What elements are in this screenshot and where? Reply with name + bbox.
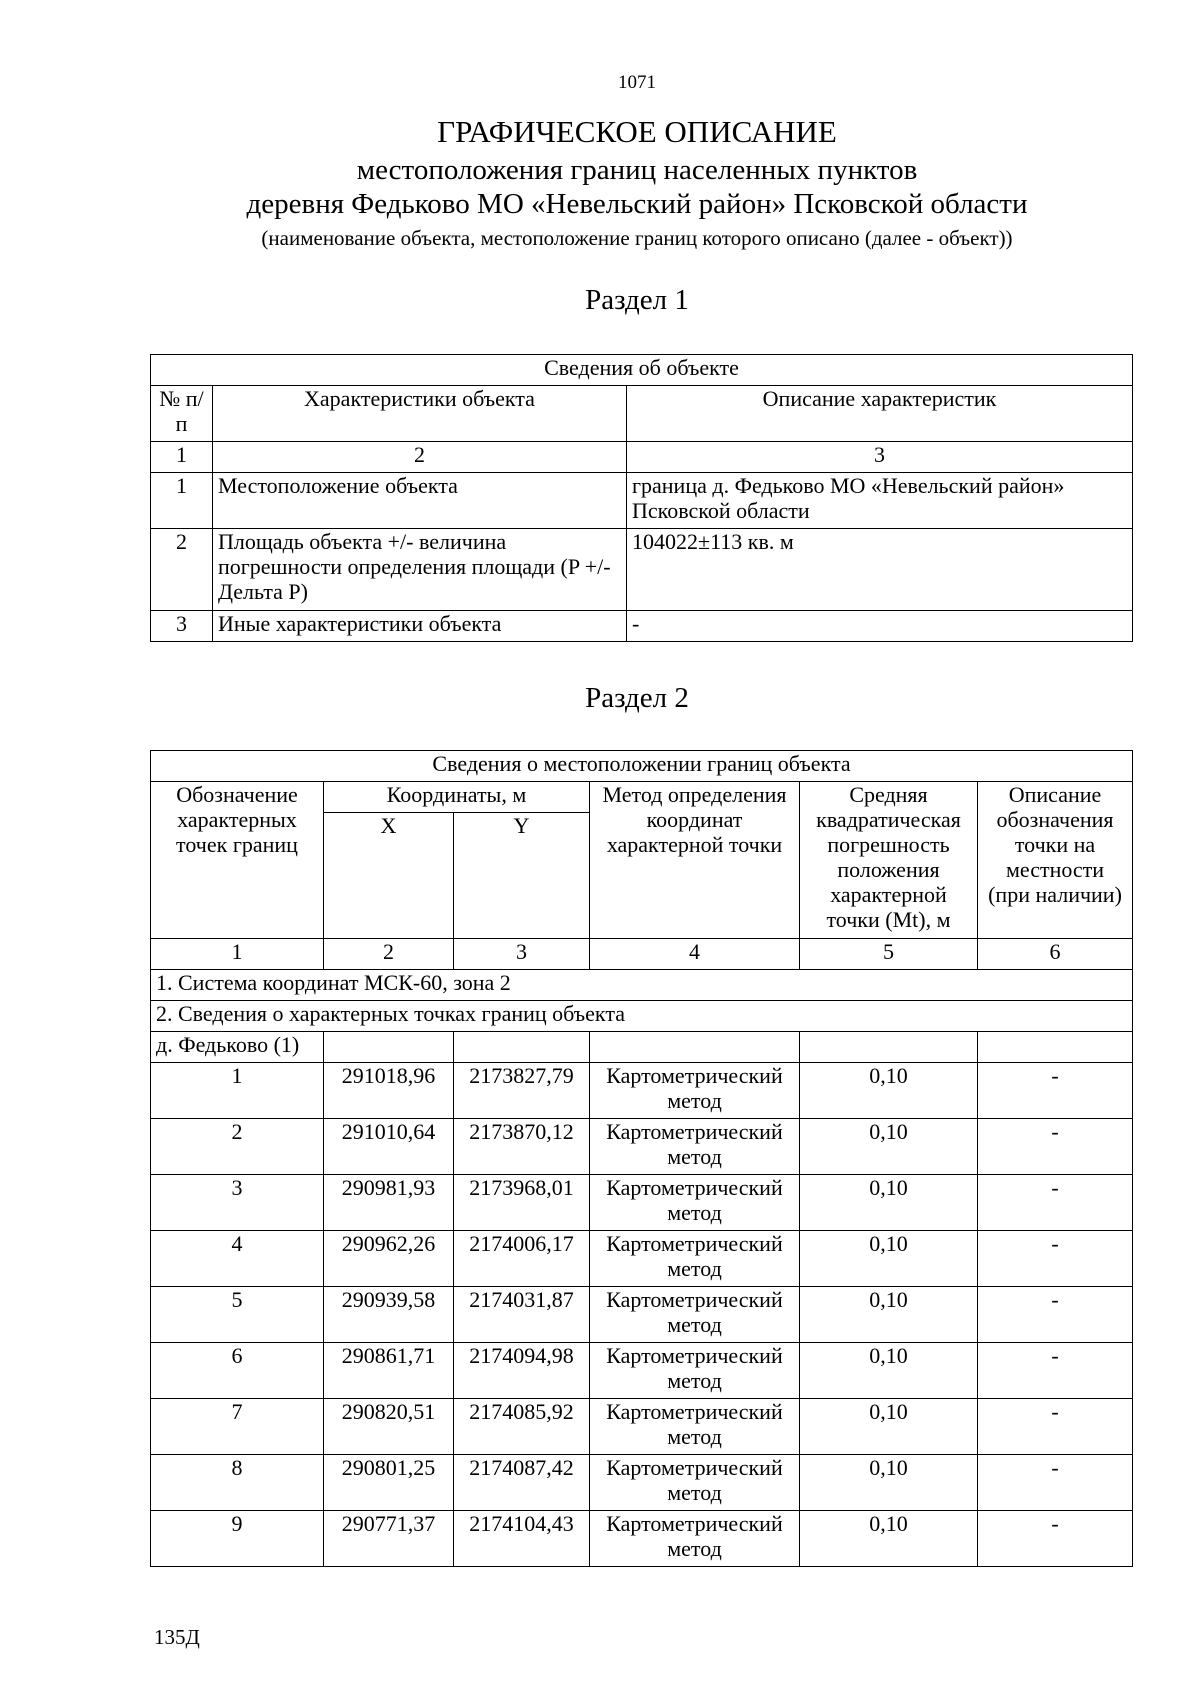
location-description: - xyxy=(978,1287,1133,1343)
row-number: 3 xyxy=(151,611,213,642)
column-header-point: Обозначение характерных точек границ xyxy=(151,782,324,939)
table-row xyxy=(151,611,1133,642)
table-row xyxy=(151,473,1133,529)
empty-cell xyxy=(324,1032,454,1063)
point-number: 5 xyxy=(151,1287,324,1343)
error-value: 0,10 xyxy=(800,1063,978,1119)
point-number: 1 xyxy=(151,1063,324,1119)
table-row xyxy=(151,1119,1133,1175)
table-row xyxy=(151,1511,1133,1567)
column-header-y: Y xyxy=(454,813,590,939)
location-description: - xyxy=(978,1343,1133,1399)
settlement-group-label: д. Федьково (1) xyxy=(151,1032,324,1063)
column-number: 3 xyxy=(454,939,590,970)
x-coordinate: 290771,37 xyxy=(324,1511,454,1567)
empty-cell xyxy=(590,1032,800,1063)
object-name-caption: (наименование объекта, местоположение границ которого описано (далее - объект)) xyxy=(261,226,1013,250)
location-description: - xyxy=(978,1455,1133,1511)
table-row xyxy=(151,1063,1133,1119)
column-number: 2 xyxy=(213,442,627,473)
table-row xyxy=(151,1343,1133,1399)
table-title: Сведения об объекте xyxy=(151,355,1133,386)
y-coordinate: 2174031,87 xyxy=(454,1287,590,1343)
column-header-coordinates: Координаты, м xyxy=(324,782,590,813)
method-cell: Картометрический метод xyxy=(590,1063,800,1119)
method-cell: Картометрический метод xyxy=(590,1119,800,1175)
location-description: - xyxy=(978,1063,1133,1119)
column-header-location-description: Описание обозначения точки на местности (при наличии) xyxy=(978,782,1133,939)
error-value: 0,10 xyxy=(800,1511,978,1567)
table-row xyxy=(151,529,1133,611)
boundary-points-info-row: 2. Сведения о характерных точках границ объекта xyxy=(151,1001,1133,1032)
table-row xyxy=(151,1175,1133,1231)
location-description: - xyxy=(978,1119,1133,1175)
column-number: 5 xyxy=(800,939,978,970)
error-value: 0,10 xyxy=(800,1455,978,1511)
column-number: 4 xyxy=(590,939,800,970)
column-header-error: Средняя квадратическая погрешность положения характерной точки (Mt), м xyxy=(800,782,978,939)
object-info-table xyxy=(150,354,1133,642)
y-coordinate: 2174006,17 xyxy=(454,1231,590,1287)
location-description: - xyxy=(978,1399,1133,1455)
y-coordinate: 2173827,79 xyxy=(454,1063,590,1119)
method-cell: Картометрический метод xyxy=(590,1343,800,1399)
column-number: 1 xyxy=(151,442,213,473)
description-cell: 104022±113 кв. м xyxy=(627,529,1133,611)
characteristic-cell: Местоположение объекта xyxy=(213,473,627,529)
x-coordinate: 291018,96 xyxy=(324,1063,454,1119)
empty-cell xyxy=(978,1032,1133,1063)
boundary-points-table xyxy=(150,750,1133,1567)
location-description: - xyxy=(978,1231,1133,1287)
method-cell: Картометрический метод xyxy=(590,1287,800,1343)
point-number: 8 xyxy=(151,1455,324,1511)
y-coordinate: 2174094,98 xyxy=(454,1343,590,1399)
y-coordinate: 2174085,92 xyxy=(454,1399,590,1455)
description-cell: граница д. Федьково МО «Невельский район» Псковской области xyxy=(627,473,1133,529)
point-number: 3 xyxy=(151,1175,324,1231)
point-number: 4 xyxy=(151,1231,324,1287)
error-value: 0,10 xyxy=(800,1287,978,1343)
characteristic-cell: Иные характеристики объекта xyxy=(213,611,627,642)
x-coordinate: 290861,71 xyxy=(324,1343,454,1399)
x-coordinate: 290962,26 xyxy=(324,1231,454,1287)
error-value: 0,10 xyxy=(800,1175,978,1231)
y-coordinate: 2173968,01 xyxy=(454,1175,590,1231)
table-row xyxy=(151,1231,1133,1287)
column-header-characteristic: Характеристики объекта xyxy=(213,386,627,442)
point-number: 7 xyxy=(151,1399,324,1455)
column-header-x: X xyxy=(324,813,454,939)
column-number: 3 xyxy=(627,442,1133,473)
point-number: 6 xyxy=(151,1343,324,1399)
x-coordinate: 290801,25 xyxy=(324,1455,454,1511)
method-cell: Картометрический метод xyxy=(590,1399,800,1455)
characteristic-cell: Площадь объекта +/- величина погрешности определения площади (P +/- Дельта P) xyxy=(213,529,627,611)
y-coordinate: 2174104,43 xyxy=(454,1511,590,1567)
points-body xyxy=(151,1063,1133,1567)
column-number: 6 xyxy=(978,939,1133,970)
column-header-number: № п/п xyxy=(151,386,213,442)
row-number: 1 xyxy=(151,473,213,529)
location-description: - xyxy=(978,1511,1133,1567)
point-number: 9 xyxy=(151,1511,324,1567)
object-name: деревня Федьково МО «Невельский район» Псковской области xyxy=(246,188,1028,220)
column-header-method: Метод определения координат характерной точки xyxy=(590,782,800,939)
method-cell: Картометрический метод xyxy=(590,1455,800,1511)
x-coordinate: 290981,93 xyxy=(324,1175,454,1231)
footer-code: 135Д xyxy=(154,1625,200,1649)
column-header-description: Описание характеристик xyxy=(627,386,1133,442)
y-coordinate: 2174087,42 xyxy=(454,1455,590,1511)
table-title: Сведения о местоположении границ объекта xyxy=(151,751,1133,782)
table-row xyxy=(151,1399,1133,1455)
empty-cell xyxy=(800,1032,978,1063)
error-value: 0,10 xyxy=(800,1399,978,1455)
column-number: 2 xyxy=(324,939,454,970)
error-value: 0,10 xyxy=(800,1119,978,1175)
table-row xyxy=(151,1455,1133,1511)
column-number: 1 xyxy=(151,939,324,970)
location-description: - xyxy=(978,1175,1133,1231)
method-cell: Картометрический метод xyxy=(590,1511,800,1567)
x-coordinate: 290820,51 xyxy=(324,1399,454,1455)
section-2-heading: Раздел 2 xyxy=(585,682,689,714)
page-number: 1071 xyxy=(618,72,656,93)
document-subtitle: местоположения границ населенных пунктов xyxy=(356,154,918,186)
x-coordinate: 291010,64 xyxy=(324,1119,454,1175)
method-cell: Картометрический метод xyxy=(590,1231,800,1287)
coordinate-system-row: 1. Система координат МСК-60, зона 2 xyxy=(151,970,1133,1001)
error-value: 0,10 xyxy=(800,1343,978,1399)
row-number: 2 xyxy=(151,529,213,611)
description-cell: - xyxy=(627,611,1133,642)
table-row xyxy=(151,1287,1133,1343)
method-cell: Картометрический метод xyxy=(590,1175,800,1231)
section-1-heading: Раздел 1 xyxy=(585,284,689,316)
document-title: ГРАФИЧЕСКОЕ ОПИСАНИЕ xyxy=(437,114,837,149)
error-value: 0,10 xyxy=(800,1231,978,1287)
x-coordinate: 290939,58 xyxy=(324,1287,454,1343)
y-coordinate: 2173870,12 xyxy=(454,1119,590,1175)
point-number: 2 xyxy=(151,1119,324,1175)
empty-cell xyxy=(454,1032,590,1063)
